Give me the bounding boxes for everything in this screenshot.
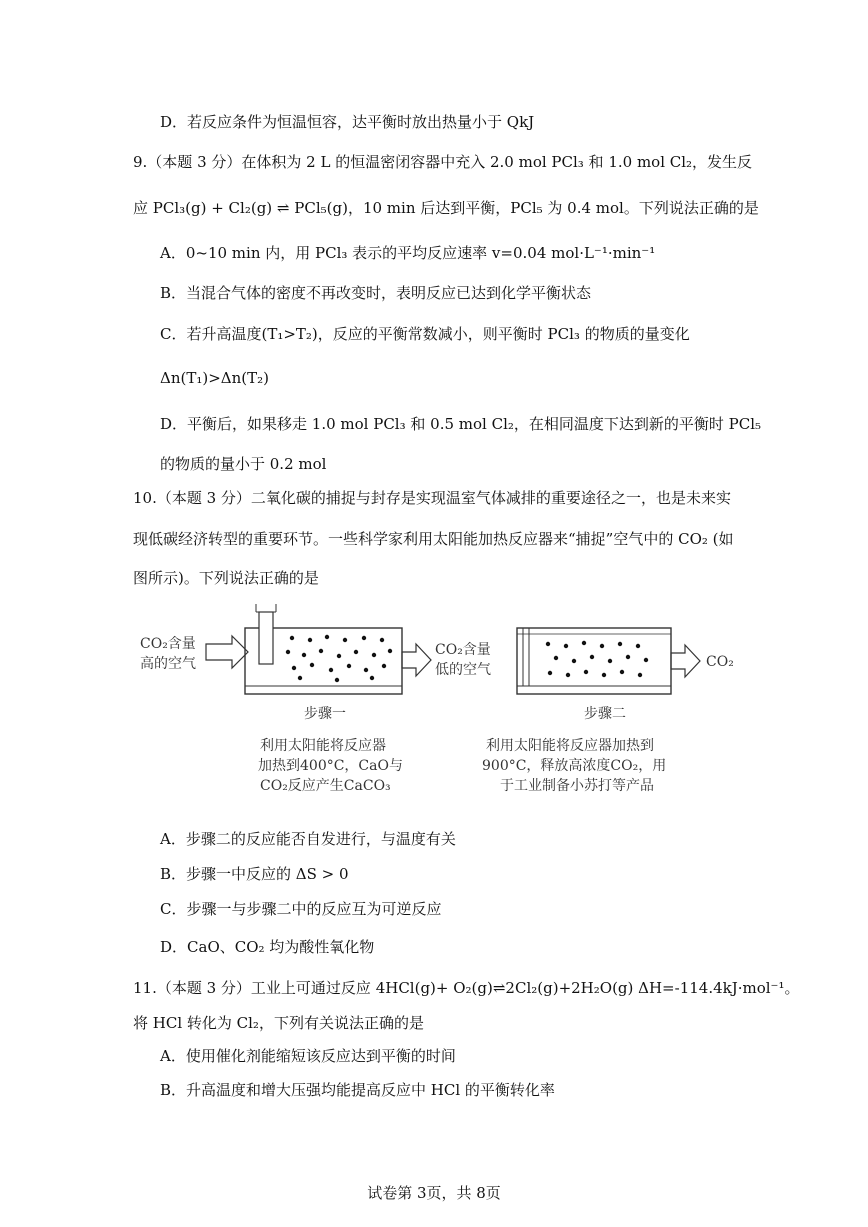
- step1-desc-3: CO₂反应产生CaCO₃: [260, 778, 391, 794]
- outlet-label: CO₂: [706, 654, 734, 670]
- step1-desc-1: 利用太阳能将反应器: [260, 738, 386, 754]
- question-9-stem-1: 9.（本题 3 分）在体积为 2 L 的恒温密闭容器中充入 2.0 mol PCl₃ 和 1.0 mol Cl₂，发生反: [133, 153, 753, 171]
- option-9c-cont: Δn(T₁)>Δn(T₂): [160, 369, 269, 387]
- page-footer: 试卷第 3页，共 8页: [367, 1184, 501, 1202]
- question-10-stem-3: 图所示)。下列说法正确的是: [133, 569, 319, 587]
- question-10-stem-1: 10.（本题 3 分）二氧化碳的捕捉与封存是实现温室气体减排的重要途径之一，也是未来实: [133, 489, 731, 507]
- question-11-stem-1: 11.（本题 3 分）工业上可通过反应 4HCl(g)+ O₂(g)⇌2Cl₂(g)+2H₂O(g) ΔH=-114.4kJ·mol⁻¹。: [133, 979, 800, 997]
- mid-label-1: CO₂含量: [435, 642, 491, 658]
- inlet-label-2: 高的空气: [140, 656, 196, 672]
- heater-tube: [259, 612, 273, 664]
- option-10d: D．CaO、CO₂ 均为酸性氧化物: [160, 938, 375, 956]
- outlet-arrow: [671, 645, 700, 677]
- inlet-arrow: [206, 636, 248, 668]
- inlet-label-1: CO₂含量: [140, 636, 196, 652]
- step2-desc-3: 于工业制备小苏打等产品: [500, 778, 654, 794]
- step1-label: 步骤一: [304, 706, 346, 722]
- question-11-stem-2: 将 HCl 转化为 Cl₂，下列有关说法正确的是: [133, 1014, 424, 1032]
- option-9d: D．平衡后，如果移走 1.0 mol PCl₃ 和 0.5 mol Cl₂，在相同温度下达到新的平衡时 PCl₅: [160, 415, 762, 433]
- option-9d-cont: 的物质的量小于 0.2 mol: [160, 455, 327, 473]
- option-9a: A．0~10 min 内，用 PCl₃ 表示的平均反应速率 v=0.04 mol·L⁻¹·min⁻¹: [160, 244, 656, 262]
- step2-label: 步骤二: [584, 706, 626, 722]
- step1-desc-2: 加热到400°C，CaO与: [258, 758, 403, 774]
- option-9c: C．若升高温度(T₁>T₂)，反应的平衡常数减小，则平衡时 PCl₃ 的物质的量变化: [160, 325, 690, 343]
- reactor-2-particles: [546, 641, 648, 677]
- option-11b: B．升高温度和增大压强均能提高反应中 HCl 的平衡转化率: [160, 1081, 555, 1099]
- option-10a: A．步骤二的反应能否自发进行，与温度有关: [160, 830, 456, 848]
- step2-desc-2: 900°C，释放高浓度CO₂，用: [482, 758, 667, 774]
- question-9-stem-2: 应 PCl₃(g) + Cl₂(g) ⇌ PCl₅(g)，10 min 后达到平衡，PCl₅ 为 0.4 mol。下列说法正确的是: [133, 199, 759, 217]
- reactor-1-particles: [286, 635, 392, 682]
- mid-label-2: 低的空气: [435, 662, 491, 678]
- option-10b: B．步骤一中反应的 ΔS > 0: [160, 865, 349, 883]
- option-11a: A．使用催化剂能缩短该反应达到平衡的时间: [160, 1047, 456, 1065]
- step2-desc-1: 利用太阳能将反应器加热到: [486, 738, 654, 754]
- co2-capture-diagram: [120, 600, 760, 800]
- option-9b: B．当混合气体的密度不再改变时，表明反应已达到化学平衡状态: [160, 284, 592, 302]
- option-8d: D．若反应条件为恒温恒容，达平衡时放出热量小于 QkJ: [160, 113, 535, 131]
- mid-arrow: [402, 644, 431, 676]
- option-10c: C．步骤一与步骤二中的反应互为可逆反应: [160, 900, 442, 918]
- question-10-stem-2: 现低碳经济转型的重要环节。一些科学家利用太阳能加热反应器来“捕捉”空气中的 CO₂ (如: [133, 530, 734, 548]
